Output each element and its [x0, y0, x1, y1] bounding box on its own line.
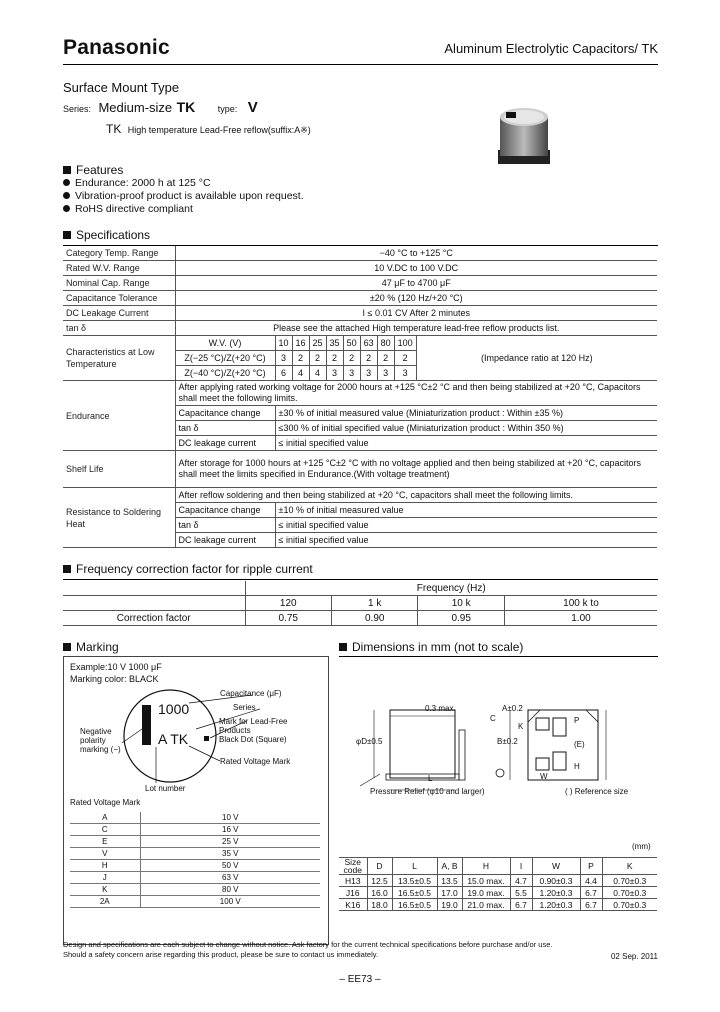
table-row: Endurance After applying rated working voltage for 2000 hours at +125 °C±2 °C and then being stabilized at +20 °C, Capacitors shall meet the following limits. — [63, 381, 657, 406]
mount-type: Surface Mount Type — [63, 80, 180, 95]
list-item: Endurance: 2000 h at 125 °C — [63, 177, 304, 190]
table-row: Capacitance change ±10 % of initial measured value — [63, 503, 657, 518]
unit: (mm) — [632, 842, 651, 851]
dimensions-title: Dimensions in mm (not to scale) — [339, 640, 523, 654]
table-row: Rated W.V. Range 10 V.DC to 100 V.DC — [63, 261, 657, 276]
type-label: type: — [217, 104, 238, 114]
ann-series: Series — [233, 703, 256, 712]
series-line — [63, 99, 258, 117]
lbl-b: B±0.2 — [497, 737, 518, 746]
lbl-c: C — [490, 714, 496, 723]
table-row: Nominal Cap. Range 47 μF to 4700 μF — [63, 276, 657, 291]
lbl-h: H — [574, 762, 580, 771]
lbl-p: P — [574, 716, 580, 725]
header-rule — [63, 64, 658, 65]
table-row: tan δ ≤ initial specified value — [63, 518, 657, 533]
doc-title: Aluminum Electrolytic Capacitors/ TK — [444, 41, 658, 56]
spec-table — [63, 246, 657, 548]
table-row: DC Leakage Current I ≤ 0.01 CV After 2 minutes — [63, 306, 657, 321]
type-code: V — [247, 99, 258, 116]
reference-size: ( ) Reference size — [565, 787, 629, 796]
dim-top-rule — [339, 656, 658, 657]
specs-title: Specifications — [63, 228, 150, 242]
table-row: tan δ ≤300 % of initial specified value (Miniaturization product : Within 350 %) — [63, 421, 657, 436]
table-row: Characteristics at Low Temperature W.V. (V) 10 16 25 35 50 63 80 100 (Impedance ratio at 120 Hz) — [63, 336, 657, 351]
frequency-title: Frequency correction factor for ripple current — [63, 562, 313, 576]
table-row: J 63 V — [70, 872, 320, 884]
ann-rated: Rated Voltage Mark — [220, 757, 291, 766]
table-row: A 10 V — [70, 812, 320, 824]
page-number: – EE73 – — [339, 974, 381, 985]
sub-text: High temperature Lead-Free reflow(suffix:A※) — [127, 125, 311, 135]
capacitor-photo — [494, 104, 554, 170]
table-row: E 25 V — [70, 836, 320, 848]
table-row: tan δ Please see the attached High temperature lead-free reflow products list. — [63, 321, 657, 336]
marking-code: A TK — [158, 731, 189, 747]
footer-note-1: Design and specifications are each subject to change without notice. Ask factory for the current technical specifications before purchase and/or use. — [63, 940, 553, 949]
features-title: Features — [63, 163, 123, 177]
ann-lead-free: Mark for Lead-Free Products Black Dot (Square) — [219, 717, 288, 744]
ann-lot: Lot number — [145, 784, 186, 793]
pressure-relief: Pressure Relief (φ10 and larger) — [370, 787, 485, 796]
frequency-table — [63, 581, 657, 626]
ann-capacitance: Capacitance (μF) — [220, 689, 282, 698]
marking-example: Example:10 V 1000 μF — [70, 662, 162, 672]
table-row: Z(−25 °C)/Z(+20 °C) 3 2 2 2 2 2 2 2 — [63, 351, 657, 366]
footer-notes — [63, 940, 657, 960]
lbl-l: L — [428, 774, 433, 783]
marking-title: Marking — [63, 640, 119, 654]
table-row: K 80 V — [70, 884, 320, 896]
table-row: DC leakage current ≤ initial specified value — [63, 533, 657, 548]
lbl-max: 0.3 max. — [425, 704, 456, 713]
table-row: J16 16.0 16.5±0.5 17.0 19.0 max. 5.5 1.20±0.3 6.7 0.70±0.3 — [339, 887, 657, 899]
sub-code: TK — [106, 122, 122, 136]
table-row: Capacitance change ±30 % of initial measured value (Miniaturization product : Within ±35 %) — [63, 406, 657, 421]
list-item: RoHS directive compliant — [63, 203, 304, 216]
table-row: K16 18.0 16.5±0.5 19.0 21.0 max. 6.7 1.20±0.3 6.7 0.70±0.3 — [339, 899, 657, 911]
lbl-k: K — [518, 722, 524, 731]
features-list — [63, 177, 304, 216]
brand-logo: Panasonic — [63, 36, 170, 59]
table-row: Shelf Life After storage for 1000 hours at +125 °C±2 °C with no voltage applied and then being stabilized at +20 °C, capacitors shall meet the limits specified in Endurance.(With voltage treatment) — [63, 451, 657, 488]
table-row: H13 12.5 13.5±0.5 13.5 15.0 max. 4.7 0.90±0.3 4.4 0.70±0.3 — [339, 875, 657, 887]
dimension-table — [339, 857, 657, 911]
table-row: Frequency (Hz) — [63, 581, 657, 596]
table-row: 120 1 k 10 k 100 k to — [63, 596, 657, 611]
lbl-e: (E) — [574, 740, 585, 749]
series-label: Series: — [63, 104, 92, 114]
rv-title: Rated Voltage Mark — [70, 798, 141, 807]
marking-color: Marking color: BLACK — [70, 674, 159, 684]
table-row: C 16 V — [70, 824, 320, 836]
ann-negative: Negative polarity marking (−) — [80, 727, 121, 754]
dimension-drawing — [340, 690, 640, 800]
rated-voltage-table — [70, 812, 320, 908]
lbl-ab: A±0.2 — [502, 704, 523, 713]
marking-capacitance: 1000 — [158, 701, 190, 717]
lbl-d: φD±0.5 — [356, 737, 383, 746]
table-row: 2A 100 V — [70, 896, 320, 908]
footer-date: 02 Sep. 2011 — [610, 952, 658, 961]
series-code: TK — [176, 99, 196, 115]
table-row: Correction factor 0.75 0.90 0.95 1.00 — [63, 611, 657, 626]
series-name: Medium-size — [98, 100, 173, 115]
table-row: V 35 V — [70, 848, 320, 860]
table-row: H 50 V — [70, 860, 320, 872]
table-row: DC leakage current ≤ initial specified value — [63, 436, 657, 451]
table-row: Capacitance Tolerance ±20 % (120 Hz/+20 °C) — [63, 291, 657, 306]
table-row: Z(−40 °C)/Z(+20 °C) 6 4 4 3 3 3 3 3 — [63, 366, 657, 381]
table-row: Category Temp. Range −40 °C to +125 °C — [63, 246, 657, 261]
list-item: Vibration-proof product is available upon request. — [63, 190, 304, 203]
footer-note-2: Should a safety concern arise regarding this product, please be sure to contact us immediately. — [63, 950, 379, 959]
lbl-w: W — [540, 772, 548, 781]
table-row: Size code D L A, B H I W P K — [339, 858, 657, 875]
table-row: Resistance to Soldering Heat After reflow soldering and then being stabilized at +20 °C, capacitors shall meet the following limits. — [63, 488, 657, 503]
sub-line — [106, 120, 311, 138]
freq-top-rule — [63, 579, 658, 580]
